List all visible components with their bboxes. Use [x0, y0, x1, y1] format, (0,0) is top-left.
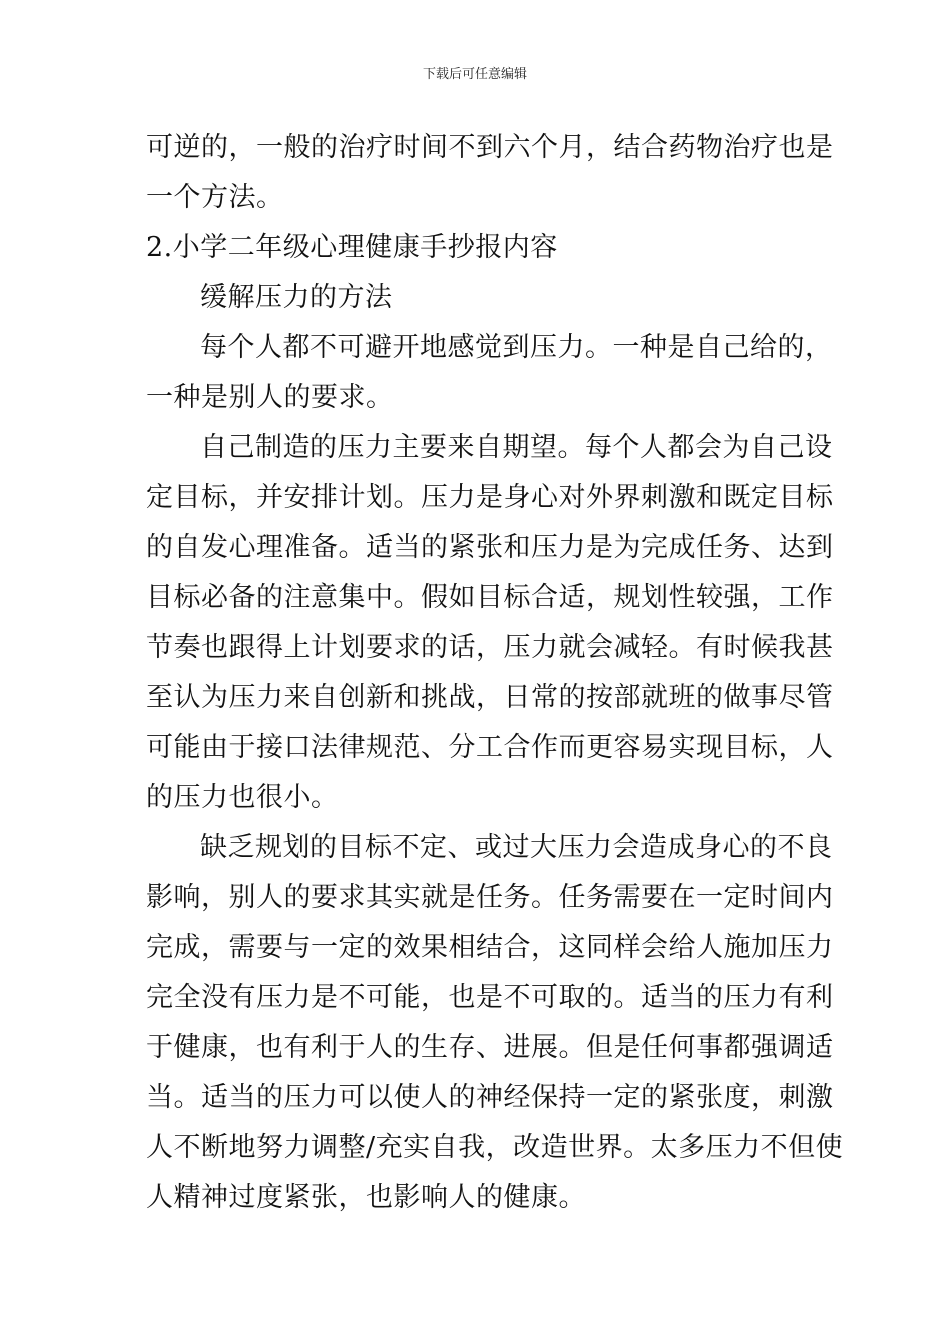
- text-line: 节奏也跟得上计划要求的话，压力就会减轻。有时候我甚: [146, 632, 834, 663]
- text-line: 可逆的，一般的治疗时间不到六个月，结合药物治疗也是: [146, 132, 834, 163]
- text-line: 完成，需要与一定的效果相结合，这同样会给人施加压力: [146, 932, 834, 963]
- body-text: [146, 123, 844, 1223]
- text-line: 当。适当的压力可以使人的神经保持一定的紧张度，刺激: [146, 1082, 834, 1113]
- text-line: 一种是别人的要求。: [146, 382, 394, 413]
- text-line: 影响，别人的要求其实就是任务。任务需要在一定时间内: [146, 882, 834, 913]
- text-line: 缺乏规划的目标不定、或过大压力会造成身心的不良: [200, 832, 833, 863]
- text-line: 每个人都不可避开地感觉到压力。一种是自己给的，: [200, 332, 833, 363]
- text-line: 完全没有压力是不可能，也是不可取的。适当的压力有利: [146, 982, 834, 1013]
- subheading: 缓解压力的方法: [200, 282, 393, 313]
- header-note: 下载后可任意编辑: [422, 67, 527, 82]
- text-line: 人精神过度紧张，也影响人的健康。: [146, 1182, 586, 1213]
- text-line: 于健康，也有利于人的生存、进展。但是任何事都强调适: [146, 1032, 834, 1063]
- text-line: 人不断地努力调整/充实自我，改造世界。太多压力不但使: [146, 1132, 844, 1163]
- text-line: 目标必备的注意集中。假如目标合适，规划性较强，工作: [146, 582, 834, 613]
- text-line: 至认为压力来自创新和挑战，日常的按部就班的做事尽管: [146, 682, 834, 713]
- section-heading: 2.小学二年级心理健康手抄报内容: [146, 232, 558, 263]
- text-line: 可能由于接口法律规范、分工合作而更容易实现目标，人: [146, 732, 834, 763]
- text-line: 定目标，并安排计划。压力是身心对外界刺激和既定目标: [146, 482, 834, 513]
- text-line: 的自发心理准备。适当的紧张和压力是为完成任务、达到: [146, 532, 834, 563]
- text-line: 的压力也很小。: [146, 782, 339, 813]
- text-line: 一个方法。: [146, 182, 284, 213]
- text-line: 自己制造的压力主要来自期望。每个人都会为自己设: [200, 432, 833, 463]
